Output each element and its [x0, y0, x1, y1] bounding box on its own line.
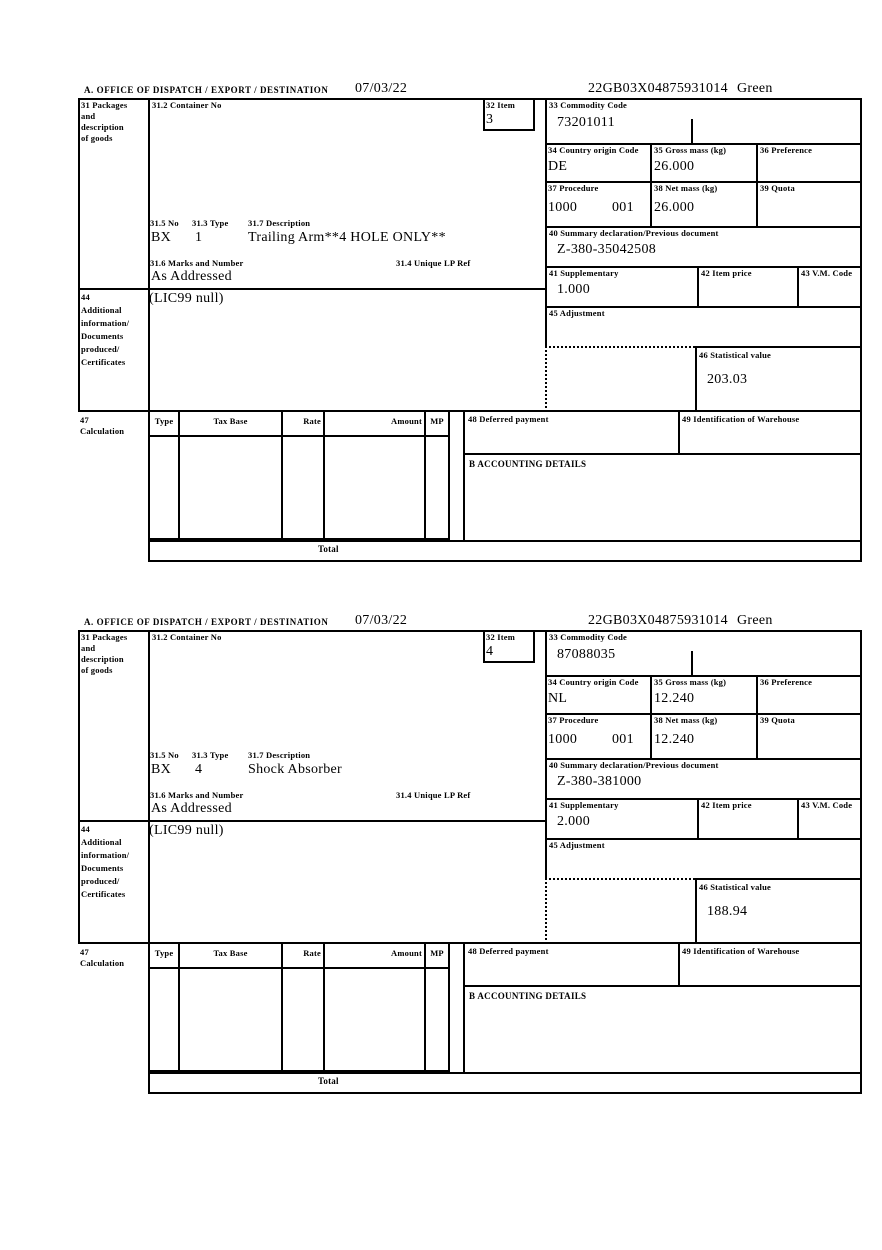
commodity-code-label: 33 Commodity Code	[549, 100, 628, 110]
deferred-payment-label: 48 Deferred payment	[468, 414, 549, 424]
col-rule-48-49	[678, 942, 680, 987]
net-mass-label: 38 Net mass (kg)	[654, 183, 718, 193]
col-rule-35-36	[756, 675, 758, 758]
item-number-value: 4	[486, 644, 494, 659]
right-block-divider	[545, 630, 547, 878]
packages-label-line4: of goods	[81, 133, 113, 143]
declaration-reference: 22GB03X04875931014	[588, 613, 728, 628]
item-number-label: 32 Item	[486, 100, 516, 110]
goods-description-label: 31.7 Description	[248, 218, 311, 228]
calc-col-rule-3	[323, 942, 325, 1072]
procedure-value-2: 001	[612, 732, 634, 747]
warehouse-identification-label: 49 Identification of Warehouse	[682, 946, 800, 956]
marks-and-number-label: 31.6 Marks and Number	[150, 790, 244, 800]
country-origin-value: NL	[548, 691, 568, 706]
office-of-dispatch-label: A. OFFICE OF DISPATCH / EXPORT / DESTINATION	[84, 617, 329, 627]
item-number-label: 32 Item	[486, 632, 516, 642]
country-origin-value: DE	[548, 159, 568, 174]
additional-info-label-line5: produced/	[81, 344, 120, 354]
total-label: Total	[318, 544, 339, 554]
goods-description-value: Shock Absorber	[248, 762, 343, 777]
total-label: Total	[318, 1076, 339, 1086]
packages-label-line3: description	[81, 122, 124, 132]
preference-label: 36 Preference	[760, 677, 813, 687]
col-rule-34-35	[650, 675, 652, 758]
gross-mass-label: 35 Gross mass (kg)	[654, 145, 727, 155]
accounting-details-label: B ACCOUNTING DETAILS	[469, 459, 587, 469]
supplementary-value: 1.000	[557, 282, 590, 297]
additional-info-label-line2: Additional	[81, 837, 122, 847]
declaration-date: 07/03/22	[355, 81, 408, 96]
additional-info-label-line6: Certificates	[81, 357, 126, 367]
item-price-label: 42 Item price	[701, 268, 752, 278]
total-row	[148, 540, 862, 562]
country-origin-label: 34 Country origin Code	[548, 145, 639, 155]
additional-information-value: (LIC99 null)	[149, 291, 224, 306]
calc-col-rule-1	[178, 410, 180, 540]
calculation-label-line2: Calculation	[80, 958, 125, 968]
gross-mass-value: 12.240	[654, 691, 695, 706]
container-no-label: 31.2 Container No	[152, 100, 222, 110]
dotted-rule-horizontal	[545, 878, 695, 880]
package-no-label: 31.5 No	[150, 750, 179, 760]
goods-description-label: 31.7 Description	[248, 750, 311, 760]
calc-col-rate-header: Rate	[303, 948, 321, 958]
packages-label-line3: description	[81, 654, 124, 664]
calc-col-amount-header: Amount	[391, 948, 422, 958]
dotted-rule-vertical	[545, 878, 547, 944]
statistical-value-label: 46 Statistical value	[699, 882, 771, 892]
col-rule-41-42	[697, 798, 699, 838]
statistical-value-label: 46 Statistical value	[699, 350, 771, 360]
commodity-code-label: 33 Commodity Code	[549, 632, 628, 642]
calc-col-tax-base-header: Tax Base	[213, 948, 248, 958]
customs-declaration-item-form	[78, 612, 862, 1094]
calculation-table	[148, 410, 450, 540]
package-type-label: 31.3 Type	[192, 218, 229, 228]
additional-info-label-line4: Documents	[81, 863, 124, 873]
commodity-code-value: 73201011	[557, 115, 615, 130]
deferred-payment-label: 48 Deferred payment	[468, 946, 549, 956]
quota-label: 39 Quota	[760, 183, 795, 193]
col-rule-42-43	[797, 266, 799, 306]
office-of-dispatch-label: A. OFFICE OF DISPATCH / EXPORT / DESTINATION	[84, 85, 329, 95]
statistical-value-value: 203.03	[707, 372, 748, 387]
additional-info-label-line3: information/	[81, 318, 130, 328]
marks-and-number-label: 31.6 Marks and Number	[150, 258, 244, 268]
calc-col-rule-3	[323, 410, 325, 540]
row-rule-31-44	[78, 820, 547, 822]
calculation-label-line2: Calculation	[80, 426, 125, 436]
goods-description-value: Trailing Arm**4 HOLE ONLY**	[248, 230, 446, 245]
package-no-value: BX	[151, 230, 172, 245]
additional-info-label-line3: information/	[81, 850, 130, 860]
row-rule-31-44	[78, 288, 547, 290]
gross-mass-value: 26.000	[654, 159, 695, 174]
additional-info-label-line4: Documents	[81, 331, 124, 341]
supplementary-label: 41 Supplementary	[549, 268, 619, 278]
accounting-details-label: B ACCOUNTING DETAILS	[469, 991, 587, 1001]
calc-col-mp-header: MP	[430, 948, 444, 958]
packages-label-line1: 31 Packages	[81, 632, 128, 642]
unique-lp-ref-label: 31.4 Unique LP Ref	[396, 258, 471, 268]
col-rule-42-43	[797, 798, 799, 838]
dotted-rule-horizontal	[545, 346, 695, 348]
summary-declaration-label: 40 Summary declaration/Previous document	[549, 760, 719, 770]
calc-col-tax-base-header: Tax Base	[213, 416, 248, 426]
package-no-label: 31.5 No	[150, 218, 179, 228]
net-mass-value: 26.000	[654, 200, 695, 215]
calculation-header-rule	[148, 967, 450, 969]
calculation-table	[148, 942, 450, 1072]
calc-col-amount-header: Amount	[391, 416, 422, 426]
calc-col-rule-2	[281, 942, 283, 1072]
declaration-reference: 22GB03X04875931014	[588, 81, 728, 96]
procedure-value-2: 001	[612, 200, 634, 215]
col-rule-41-42	[697, 266, 699, 306]
net-mass-label: 38 Net mass (kg)	[654, 715, 718, 725]
customs-declaration-item-form	[78, 80, 862, 562]
col-rule-35-36	[756, 143, 758, 226]
item-number-value: 3	[486, 112, 494, 127]
route-status: Green	[737, 81, 773, 96]
summary-declaration-label: 40 Summary declaration/Previous document	[549, 228, 719, 238]
quota-label: 39 Quota	[760, 715, 795, 725]
calculation-label-line1: 47	[80, 947, 89, 957]
col-rule-48-49	[678, 410, 680, 455]
additional-information-value: (LIC99 null)	[149, 823, 224, 838]
commodity-code-split-rule	[691, 119, 693, 143]
additional-info-label-line1: 44	[81, 824, 90, 834]
calc-col-mp-header: MP	[430, 416, 444, 426]
label-column-divider	[148, 98, 150, 412]
calc-col-rule-2	[281, 410, 283, 540]
packages-label-line4: of goods	[81, 665, 113, 675]
procedure-value-1: 1000	[548, 200, 578, 215]
calc-col-rule-4	[424, 410, 426, 540]
packages-label-line2: and	[81, 643, 96, 653]
package-no-value: BX	[151, 762, 172, 777]
marks-and-number-value: As Addressed	[151, 269, 232, 284]
container-no-label: 31.2 Container No	[152, 632, 222, 642]
calc-col-rule-4	[424, 942, 426, 1072]
calc-col-rate-header: Rate	[303, 416, 321, 426]
summary-declaration-value: Z-380-381000	[557, 774, 642, 789]
country-origin-label: 34 Country origin Code	[548, 677, 639, 687]
total-row	[148, 1072, 862, 1094]
declaration-date: 07/03/22	[355, 613, 408, 628]
commodity-code-value: 87088035	[557, 647, 616, 662]
calculation-header-rule	[148, 435, 450, 437]
dotted-rule-vertical	[545, 346, 547, 412]
package-type-value: 4	[195, 762, 203, 777]
package-type-label: 31.3 Type	[192, 750, 229, 760]
commodity-code-split-rule	[691, 651, 693, 675]
additional-info-label-line1: 44	[81, 292, 90, 302]
marks-and-number-value: As Addressed	[151, 801, 232, 816]
item-price-label: 42 Item price	[701, 800, 752, 810]
col-rule-34-35	[650, 143, 652, 226]
label-column-divider	[148, 630, 150, 944]
preference-label: 36 Preference	[760, 145, 813, 155]
additional-info-label-line2: Additional	[81, 305, 122, 315]
vm-code-label: 43 V.M. Code	[801, 268, 853, 278]
package-type-value: 1	[195, 230, 203, 245]
right-block-divider	[545, 98, 547, 346]
adjustment-label: 45 Adjustment	[549, 308, 605, 318]
unique-lp-ref-label: 31.4 Unique LP Ref	[396, 790, 471, 800]
procedure-value-1: 1000	[548, 732, 578, 747]
gross-mass-label: 35 Gross mass (kg)	[654, 677, 727, 687]
calc-col-type-header: Type	[154, 416, 174, 426]
adjustment-label: 45 Adjustment	[549, 840, 605, 850]
additional-info-label-line6: Certificates	[81, 889, 126, 899]
summary-declaration-value: Z-380-35042508	[557, 242, 657, 257]
additional-info-label-line5: produced/	[81, 876, 120, 886]
supplementary-value: 2.000	[557, 814, 590, 829]
calc-col-type-header: Type	[154, 948, 174, 958]
calculation-label-line1: 47	[80, 415, 89, 425]
warehouse-identification-label: 49 Identification of Warehouse	[682, 414, 800, 424]
procedure-label: 37 Procedure	[548, 183, 599, 193]
statistical-value-value: 188.94	[707, 904, 748, 919]
route-status: Green	[737, 613, 773, 628]
packages-label-line2: and	[81, 111, 96, 121]
packages-label-line1: 31 Packages	[81, 100, 128, 110]
supplementary-label: 41 Supplementary	[549, 800, 619, 810]
net-mass-value: 12.240	[654, 732, 695, 747]
calc-col-rule-1	[178, 942, 180, 1072]
vm-code-label: 43 V.M. Code	[801, 800, 853, 810]
procedure-label: 37 Procedure	[548, 715, 599, 725]
